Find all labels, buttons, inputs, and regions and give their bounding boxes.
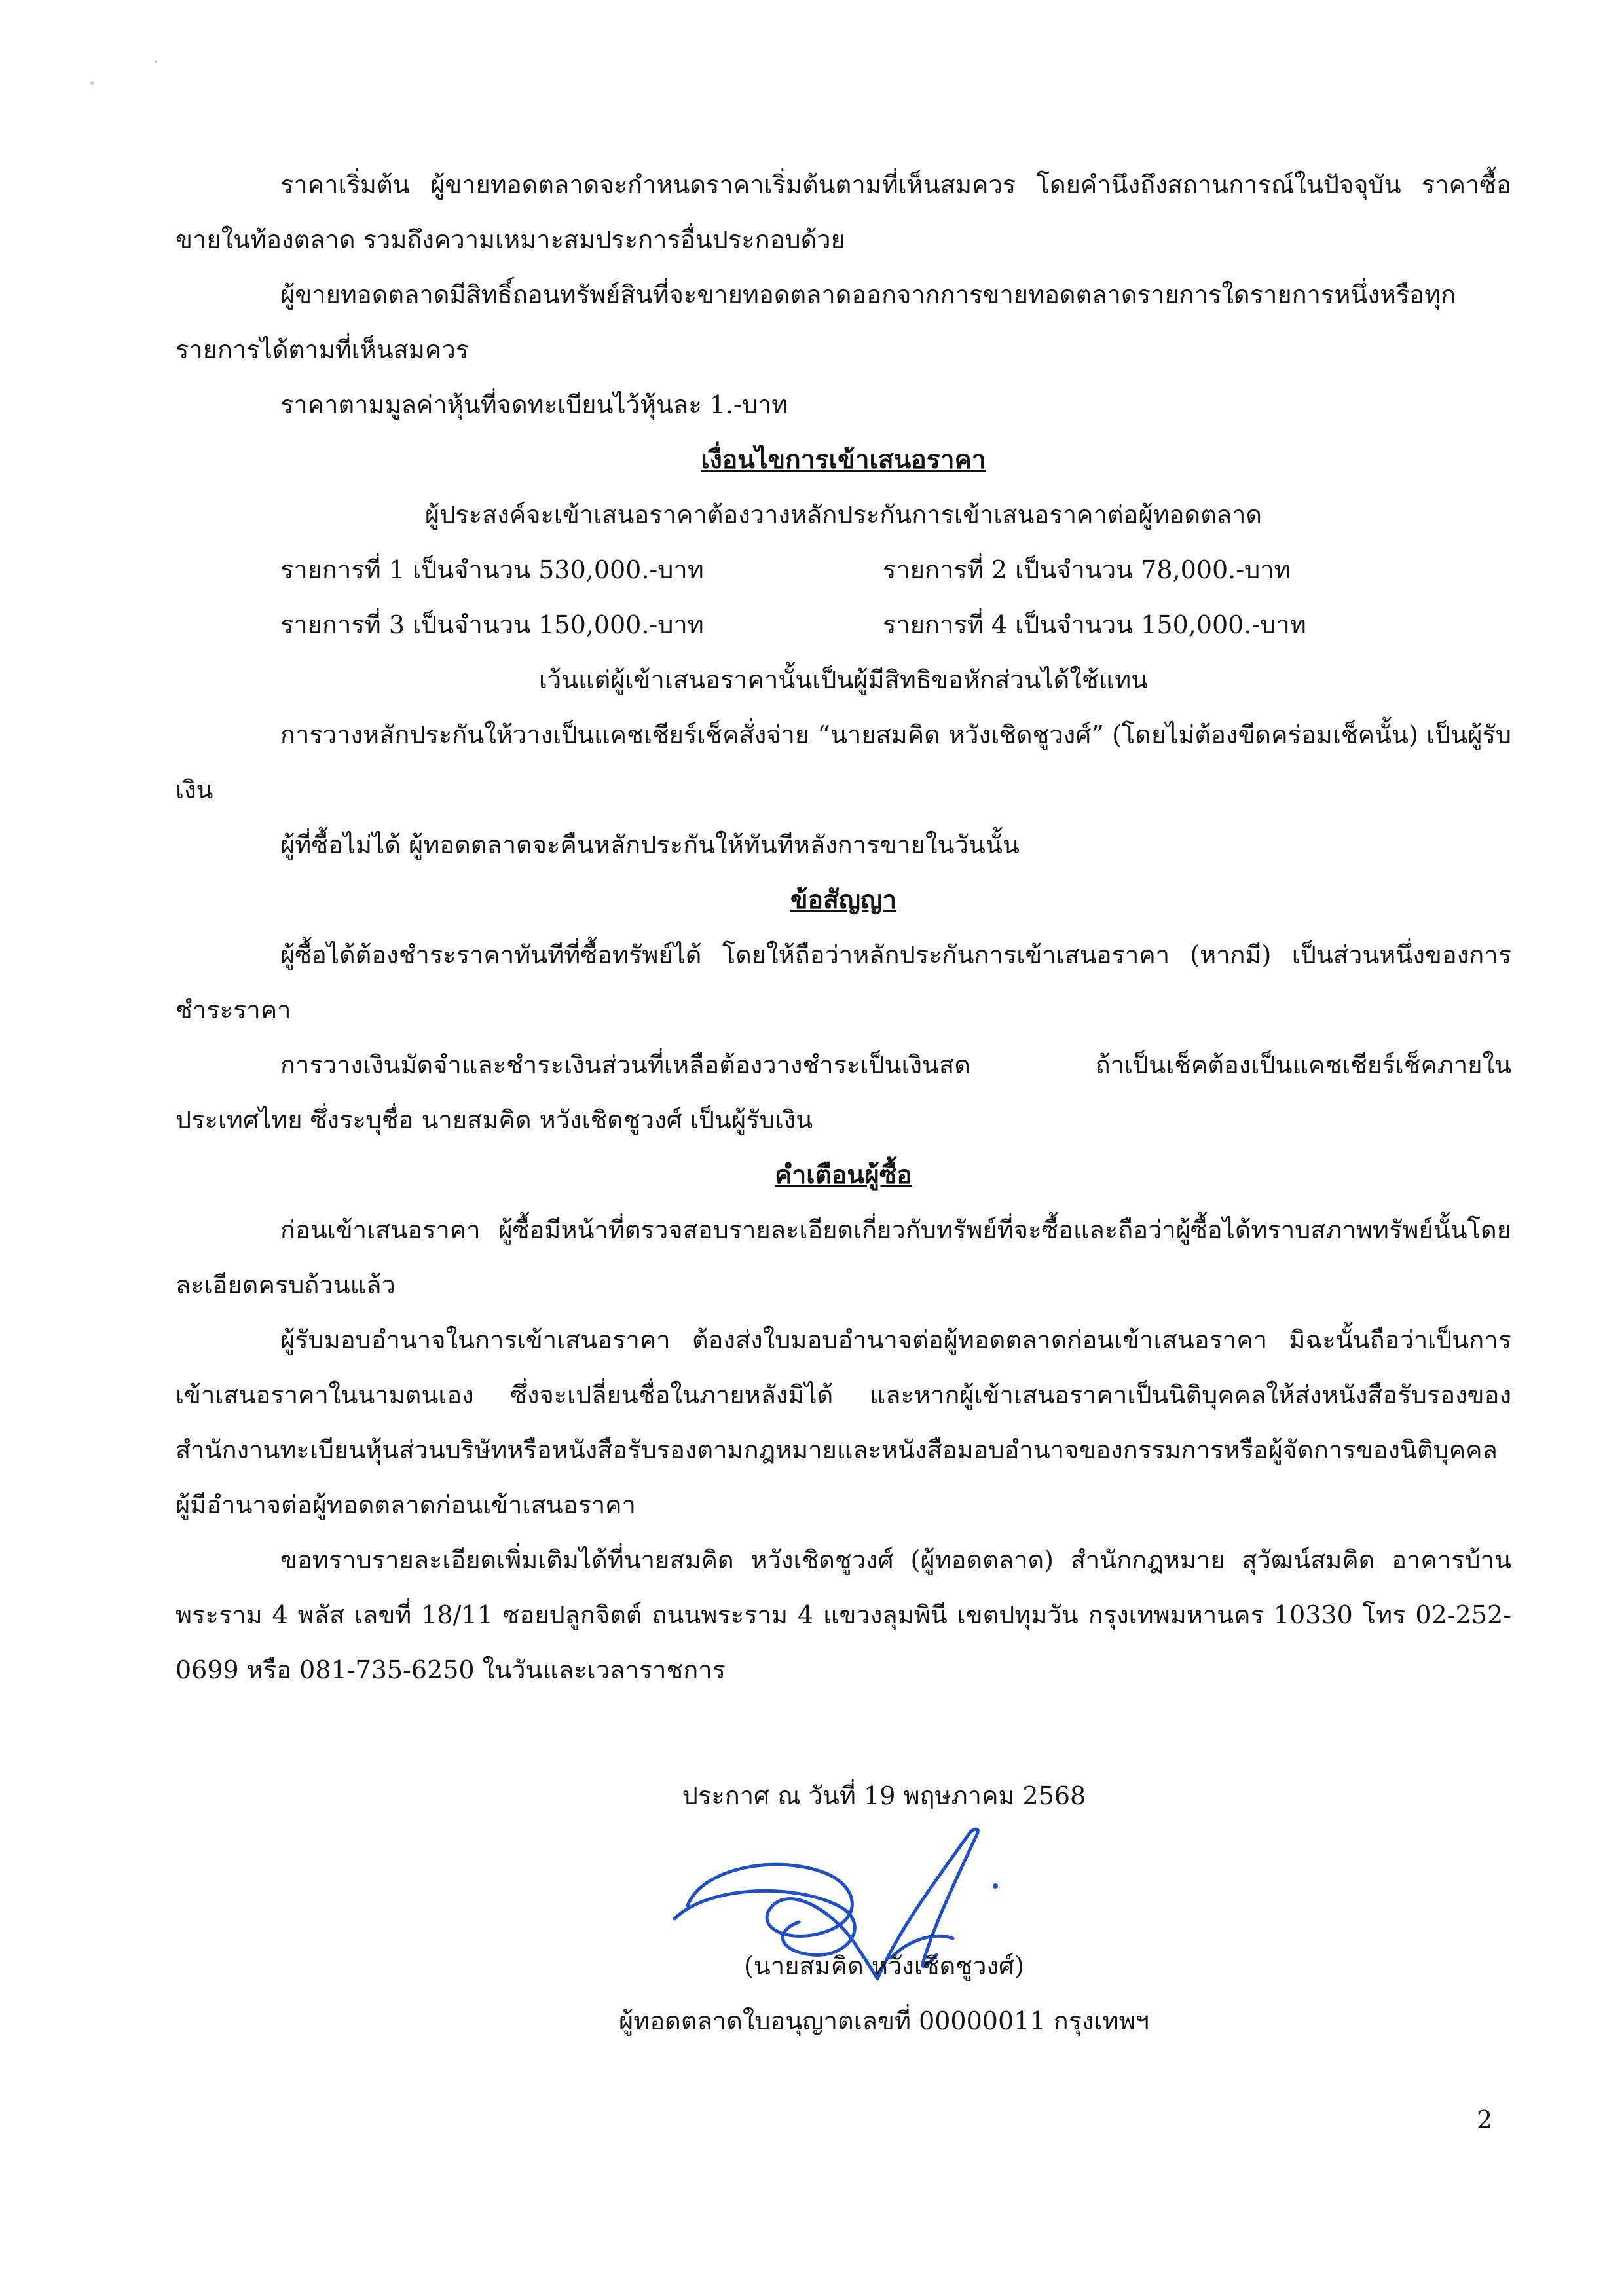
signatory-name: (นายสมคิด หวังเชิดชูวงศ์) xyxy=(744,1952,1024,1980)
deposit-items xyxy=(280,542,1511,652)
contact-paragraph: ขอทราบรายละเอียดเพิ่มเติมได้ที่นายสมคิด หวังเชิดชูวงศ์ (ผู้ทอดตลาด) สำนักกฎหมาย สุวัฒน์สมคิด อาคารบ้านพระราม 4 พลัส เลขที่ 18/11 ซอยปลูกจิตต์ ถนนพระราม 4 แขวงลุมพินี เขตปทุมวัน กรุงเทพมหานคร 10330 โทร 02-252-0699 หรือ 081-735-6250 ในวันและเวลาราชการ xyxy=(175,1546,1511,1684)
cash-payment-paragraph: การวางเงินมัดจำและชำระเงินส่วนที่เหลือต้องวางชำระเป็นเงินสด ถ้าเป็นเช็คต้องเป็นแคชเชียร์เช็คภายในประเทศไทย ซึ่งระบุชื่อ นายสมคิด หวังเชิดชูวงศ์ เป็นผู้รับเงิน xyxy=(175,1050,1511,1134)
deposit-item-2: รายการที่ 2 เป็นจำนวน 78,000.-บาท xyxy=(883,555,1291,584)
cashier-cheque-paragraph: การวางหลักประกันให้วางเป็นแคชเชียร์เช็คสั่งจ่าย “นายสมคิด หวังเชิดชูวงศ์” (โดยไม่ต้องขีดคร่อมเช็คนั้น) เป็นผู้รับเงิน xyxy=(175,720,1511,804)
deposit-refund-paragraph: ผู้ที่ซื้อไม่ได้ ผู้ทอดตลาดจะคืนหลักประกันให้ทันทีหลังการขายในวันนั้น xyxy=(280,830,1020,859)
agreement-heading: ข้อสัญญา xyxy=(790,885,897,915)
withdrawal-right-paragraph: ผู้ขายทอดตลาดมีสิทธิ์ถอนทรัพย์สินที่จะขายทอดตลาดออกจากการขายทอดตลาดรายการใดรายการหนึ่งหรือทุกรายการได้ตามที่เห็นสมควร xyxy=(175,280,1456,364)
deposit-item-1: รายการที่ 1 เป็นจำนวน 530,000.-บาท xyxy=(280,555,704,584)
scan-speck xyxy=(90,81,94,85)
deposit-item-3: รายการที่ 3 เป็นจำนวน 150,000.-บาท xyxy=(280,610,704,639)
proxy-paragraph: ผู้รับมอบอำนาจในการเข้าเสนอราคา ต้องส่งใบมอบอำนาจต่อผู้ทอดตลาดก่อนเข้าเสนอราคา มิฉะนั้นถือว่าเป็นการเข้าเสนอราคาในนามตนเอง ซึ่งจะเปลี่ยนชื่อในภายหลังมิได้ และหากผู้เข้าเสนอราคาเป็นนิติบุคคลให้ส่งหนังสือรับรองของสำนักงานทะเบียนหุ้นส่วนบริษัทหรือหนังสือรับรองตามกฎหมายและหนังสือมอบอำนาจของกรรมการหรือผู้จัดการของนิติบุคคลผู้มีอำนาจต่อผู้ทอดตลาดก่อนเข้าเสนอราคา xyxy=(175,1325,1511,1519)
share-par-value-paragraph: ราคาตามมูลค่าหุ้นที่จดทะเบียนไว้หุ้นละ 1.-บาท xyxy=(280,390,788,419)
payment-paragraph: ผู้ซื้อได้ต้องชำระราคาทันทีที่ซื้อทรัพย์ได้ โดยให้ถือว่าหลักประกันการเข้าเสนอราคา (หากมี) เป็นส่วนหนึ่งของการชำระราคา xyxy=(175,940,1511,1024)
deposit-exception: เว้นแต่ผู้เข้าเสนอราคานั้นเป็นผู้มีสิทธิขอหักส่วนได้ใช้แทน xyxy=(538,665,1149,694)
page-number: 2 xyxy=(1477,2105,1493,2134)
signatory-block xyxy=(576,1938,1192,2048)
inspection-paragraph: ก่อนเข้าเสนอราคา ผู้ซื้อมีหน้าที่ตรวจสอบรายละเอียดเกี่ยวกับทรัพย์ที่จะซื้อและถือว่าผู้ซื้อได้ทราบสภาพทรัพย์นั้นโดยละเอียดครบถ้วนแล้ว xyxy=(175,1215,1511,1299)
starting-price-paragraph: ราคาเริ่มต้น ผู้ขายทอดตลาดจะกำหนดราคาเริ่มต้นตามที่เห็นสมควร โดยคำนึงถึงสถานการณ์ในปัจจุบัน ราคาซื้อขายในท้องตลาด รวมถึงความเหมาะสมประการอื่นประกอบด้วย xyxy=(175,170,1511,254)
announcement-date: ประกาศ ณ วันที่ 19 พฤษภาคม 2568 xyxy=(682,1781,1086,1810)
buyer-warning-heading: คำเตือนผู้ซื้อ xyxy=(775,1160,912,1190)
signatory-title: ผู้ทอดตลาดใบอนุญาตเลขที่ 00000011 กรุงเทพฯ xyxy=(619,2007,1149,2035)
deposit-item-4: รายการที่ 4 เป็นจำนวน 150,000.-บาท xyxy=(883,610,1306,639)
scan-speck xyxy=(155,60,157,63)
document-body xyxy=(175,157,1511,1697)
deposit-intro: ผู้ประสงค์จะเข้าเสนอราคาต้องวางหลักประกันการเข้าเสนอราคาต่อผู้ทอดตลาด xyxy=(424,500,1263,529)
bidding-conditions-heading: เงื่อนไขการเข้าเสนอราคา xyxy=(701,445,986,475)
